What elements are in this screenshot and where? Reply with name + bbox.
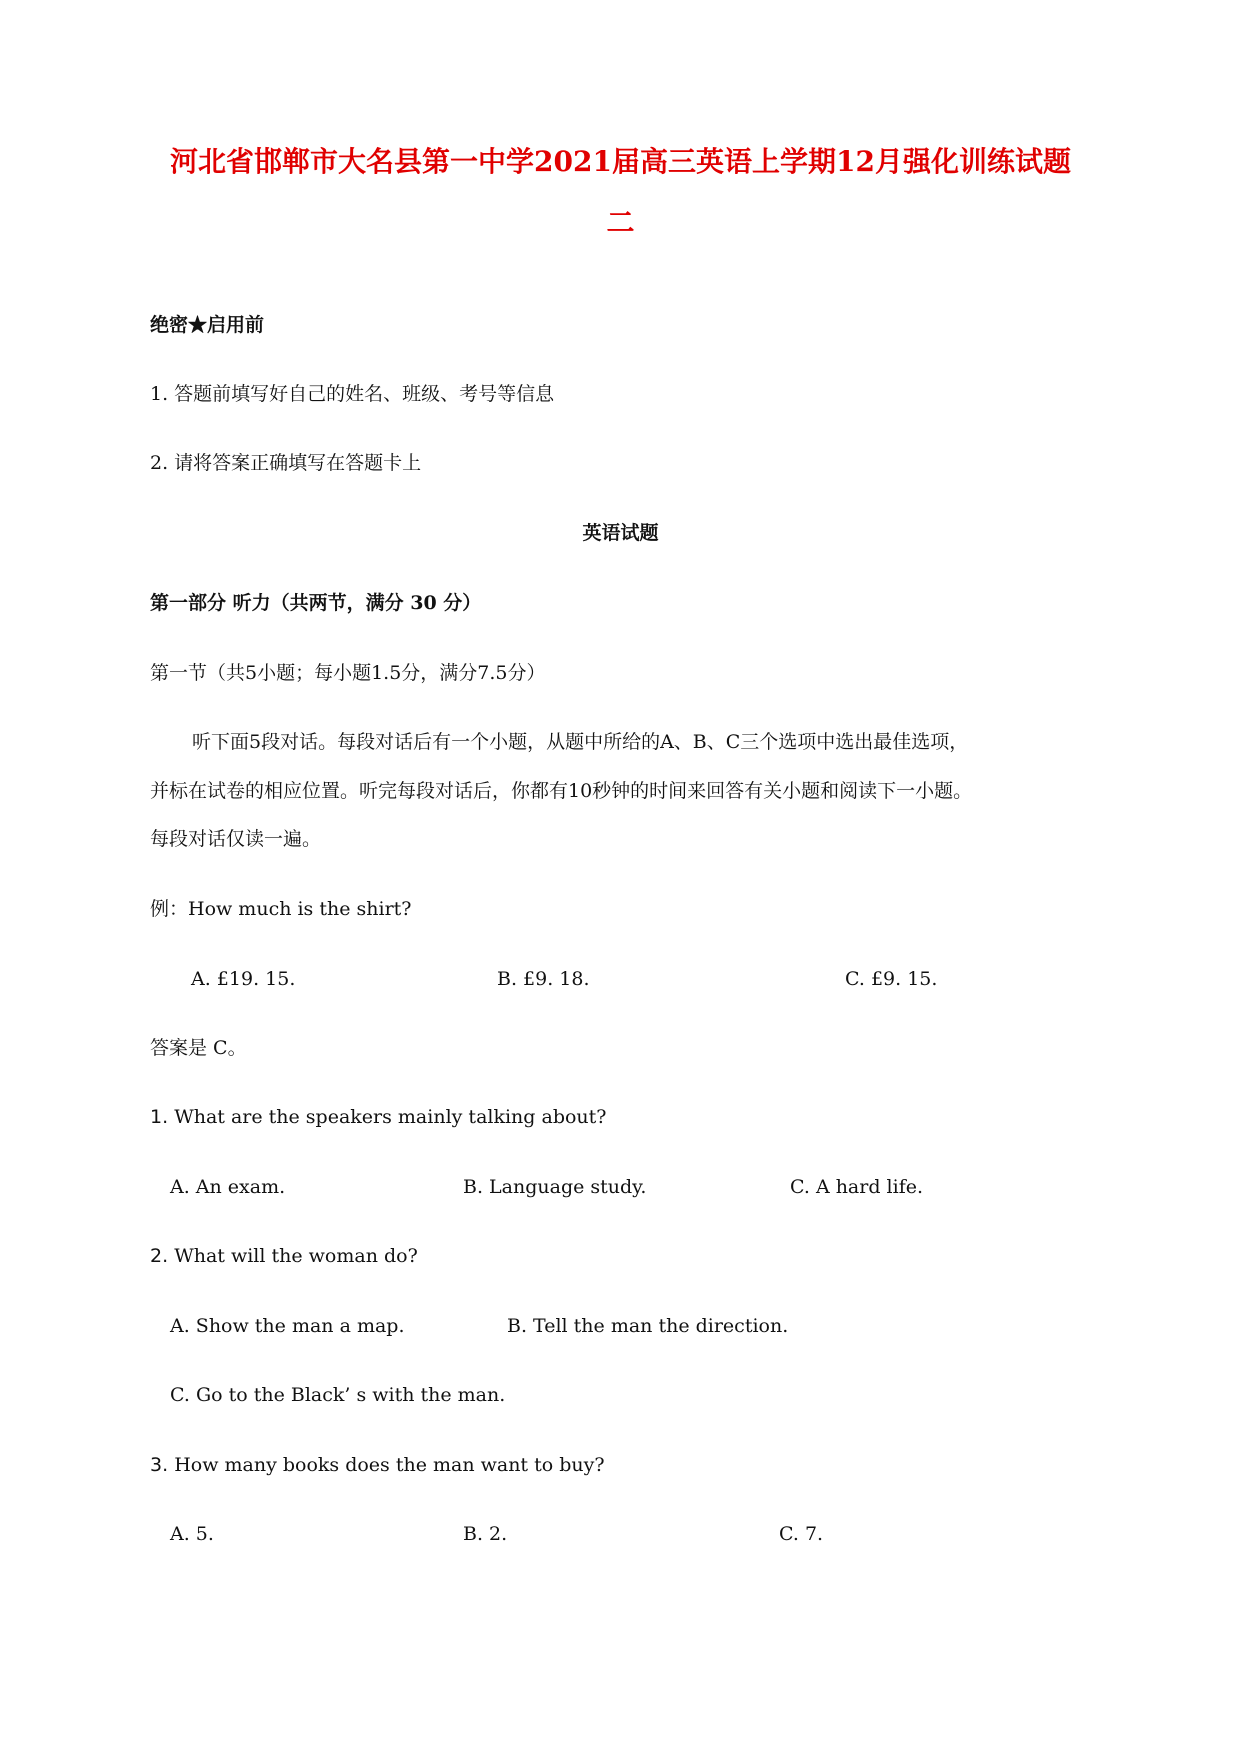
note-1: 1. 答题前填写好自己的姓名、班级、考号等信息 (150, 383, 555, 405)
example-option-b: B. £9. 18. (497, 968, 590, 990)
example-question: 例：How much is the shirt? (150, 898, 412, 920)
question-2-option-b: B. Tell the man the direction. (507, 1315, 789, 1337)
question-1-option-b: B. Language study. (463, 1176, 647, 1198)
question-text: How many books does the man want to buy? (174, 1454, 605, 1476)
part1-heading: 第一部分 听力（共两节，满分 30 分） (150, 592, 482, 614)
exam-title: 英语试题 (582, 522, 659, 544)
question-number: 3. (150, 1454, 169, 1476)
question-3 (150, 1452, 605, 1478)
question-1 (150, 1104, 606, 1130)
question-2-option-a: A. Show the man a map. (170, 1315, 405, 1337)
document-title-line2: 二 (606, 206, 635, 239)
secret-label: 绝密★启用前 (150, 314, 265, 336)
question-3-option-c: C. 7. (779, 1523, 824, 1545)
question-2 (150, 1243, 418, 1269)
note-2: 2. 请将答案正确填写在答题卡上 (150, 452, 422, 474)
question-1-option-a: A. An exam. (170, 1176, 286, 1198)
question-2-option-c: C. Go to the Black’ s with the man. (170, 1384, 506, 1406)
document-title-line1: 河北省邯郸市大名县第一中学2021届高三英语上学期12月强化训练试题 (170, 145, 1071, 178)
question-number: 1. (150, 1106, 169, 1128)
question-text: What are the speakers mainly talking about? (174, 1106, 607, 1128)
instructions-line-1: 听下面5段对话。每段对话后有一个小题，从题中所给的A、B、C三个选项中选出最佳选项， (192, 731, 969, 753)
question-3-option-b: B. 2. (463, 1523, 508, 1545)
question-text: What will the woman do? (174, 1245, 418, 1267)
instructions-line-2: 并标在试卷的相应位置。听完每段对话后，你都有10秒钟的时间来回答有关小题和阅读下一小题。 (150, 780, 973, 802)
section1-heading: 第一节（共5小题；每小题1.5分，满分7.5分） (150, 662, 546, 684)
question-3-option-a: A. 5. (170, 1523, 214, 1545)
question-1-option-c: C. A hard life. (790, 1176, 924, 1198)
instructions-line-3: 每段对话仅读一遍。 (150, 828, 322, 850)
example-answer: 答案是 C。 (150, 1037, 247, 1059)
example-option-c: C. £9. 15. (845, 968, 938, 990)
example-option-a: A. £19. 15. (191, 968, 296, 990)
question-number: 2. (150, 1245, 169, 1267)
